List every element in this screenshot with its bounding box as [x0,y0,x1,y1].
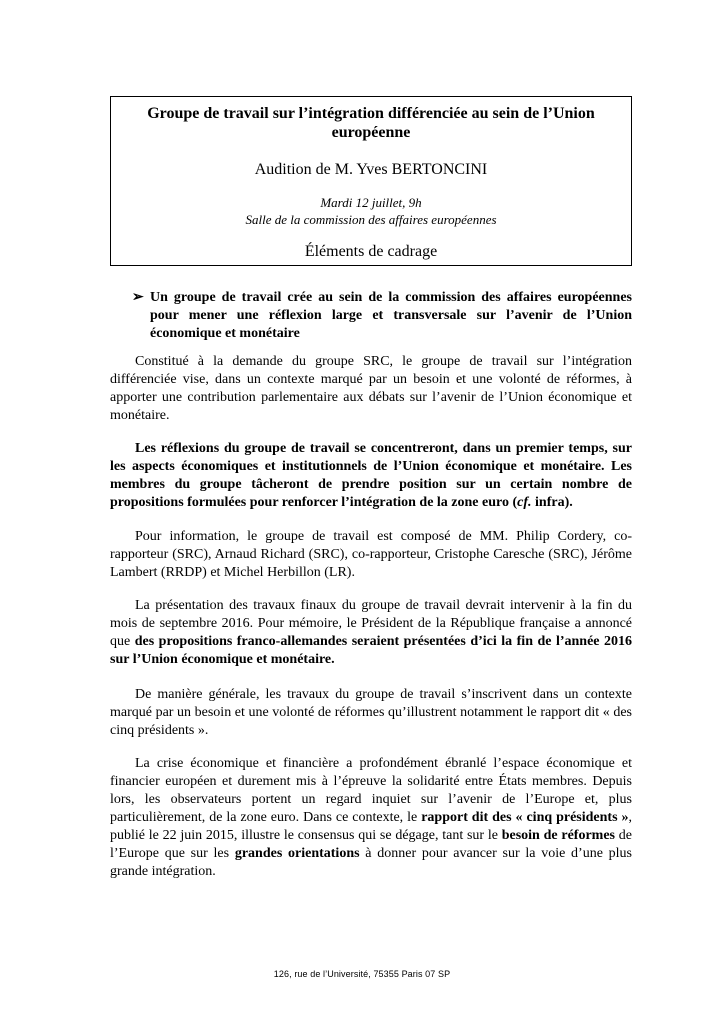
paragraph-6 [110,755,632,881]
paragraph-6-report: rapport dit des « cinq présidents » [421,810,629,825]
paragraph-4 [110,597,632,669]
section-heading: Éléments de cadrage [304,243,438,260]
meeting-date: Mardi 12 juillet, 9h [320,195,422,210]
paragraph-6-text-a: La crise économique et financière a profondément ébranlé l’espace économique et financier européen et durement mis à l’épreuve la solidarité entre États membres. Depuis lors, les observateurs portent un regard inquiet sur l’avenir de l’Europe et, plus particulièrement, de la zone euro. Dans ce contexte, le [110,756,632,825]
meeting-room: Salle de la commission des affaires européennes [245,212,497,227]
footer-address: 126, rue de l’Université, 75355 Paris 07 SP [273,969,451,979]
paragraph-4-text: La présentation des travaux finaux du groupe de travail devrait intervenir à la fin du mois de septembre 2016. Pour mémoire, le Président de la République française a annoncé que [110,598,632,649]
paragraph-2-end: infra). [531,495,573,510]
bullet-text: Un groupe de travail crée au sein de la commission des affaires européennes pour mener une réflexion large et transversale sur l’avenir de l’Union économique et monétaire [150,290,632,341]
bullet-heading [132,289,632,343]
paragraph-2 [110,440,632,512]
paragraph-6-text-c: , publié le 22 juin 2015, illustre le consensus qui se dégage, tant sur le [110,810,632,843]
paragraph-6-reforms: besoin de réformes [501,828,615,843]
paragraph-4-highlight: des propositions franco-allemandes seraient présentées d’ici la fin de l’année 2016 sur l’Union économique et monétaire. [110,634,633,667]
paragraph-2-cf: cf. [517,495,532,510]
paragraph-1: Constitué à la demande du groupe SRC, le groupe de travail sur l’intégration différenciée vise, dans un contexte marqué par un besoin et une volonté de réformes, à apporter une contribution parlementaire aux débats sur l’avenir de l’Union économique et monétaire. [110,354,632,423]
arrow-right-icon: ➢ [132,290,144,305]
document-title: Groupe de travail sur l’intégration différenciée au sein de l’Union européenne [147,105,595,141]
paragraph-3: Pour information, le groupe de travail est composé de MM. Philip Cordery, co-rapporteur (SRC), Arnaud Richard (SRC), co-rapporteur, Cristophe Caresche (SRC), Jérôme Lambert (RRDP) et Michel Herbillon (LR). [110,529,632,580]
paragraph-6-text-g: à donner pour avancer sur la voie d’une plus grande intégration. [110,846,633,879]
audition-line: Audition de M. Yves BERTONCINI [254,161,488,178]
paragraph-5: De manière générale, les travaux du groupe de travail s’inscrivent dans un contexte marqué par un besoin et une volonté de réformes qu’illustrent notamment le rapport dit « des cinq présidents ». [110,687,632,738]
header-box [110,96,632,266]
paragraph-6-orientations: grandes orientations [234,846,360,861]
paragraph-2-text: Les réflexions du groupe de travail se concentreront, dans un premier temps, sur les aspects économiques et institutionnels de l’Union économique et monétaire. Les membres du groupe tâcheront de prendre position sur un certain nombre de propositions formulées pour renforcer l’intégration de la zone euro ( [110,441,632,510]
paragraph-6-text-e: de l’Europe que sur les [110,828,632,861]
